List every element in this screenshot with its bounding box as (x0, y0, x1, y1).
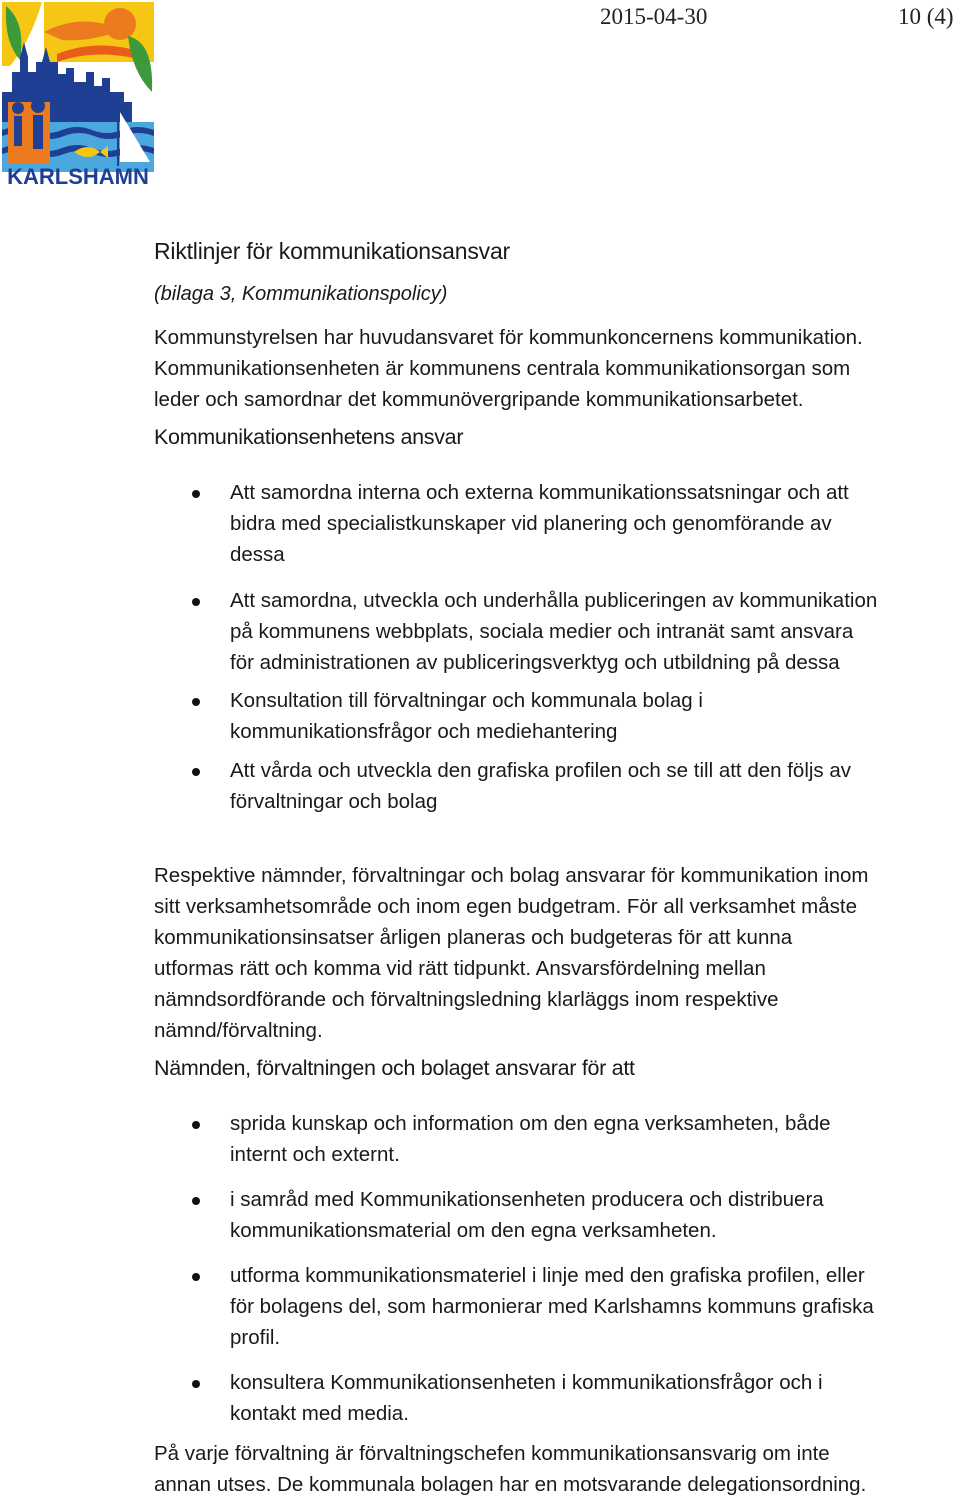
list-item: Att vårda och utveckla den grafiska profilen och se till att den följs av förvaltningar och bolag (154, 755, 960, 817)
list-item: konsultera Kommunikationsenheten i kommunikationsfrågor och i kontakt med media. (154, 1367, 960, 1429)
list-item: Att samordna interna och externa kommunikationssatsningar och att bidra med specialistkunskaper vid planering och genomförande av dessa (154, 477, 960, 570)
list-item: utforma kommunikationsmateriel i linje med den grafiska profilen, eller för bolagens del, som harmonierar med Karlshamns kommuns grafiska profil. (154, 1260, 960, 1353)
responsibility-paragraph: Respektive nämnder, förvaltningar och bolag ansvarar för kommunikation inom sitt verksamhetsområde och inom egen budgetram. För all verksamhet måste kommunikationsinsatser årligen planeras och budgeteras för att kunna utformas rätt och komma vid rätt tidpunkt. Ansvarsfördelning mellan nämndsordförande och förvaltningsledning klarläggs inom respektive nämnd/förvaltning. (154, 864, 869, 1042)
bullet-icon (192, 1273, 200, 1281)
communications-unit-list (154, 477, 960, 817)
section-heading-communications-unit: Kommunikationsenhetens ansvar (154, 425, 464, 449)
list-item: i samråd med Kommunikationsenheten producera och distribuera kommunikationsmaterial om den egna verksamheten. (154, 1184, 960, 1246)
karlshamn-logo (2, 2, 154, 186)
document-date: 2015-04-30 (600, 4, 708, 29)
board-responsibilities-list (154, 1108, 960, 1429)
list-item: Konsultation till förvaltningar och kommunala bolag i kommunikationsfrågor och mediehantering (154, 685, 960, 747)
document-title: Riktlinjer för kommunikationsansvar (154, 238, 511, 264)
document-body (154, 238, 960, 1500)
section-heading-board-responsibilities: Nämnden, förvaltningen och bolaget ansvarar för att (154, 1056, 635, 1080)
document-subtitle: (bilaga 3, Kommunikationspolicy) (154, 283, 448, 305)
bullet-icon (192, 768, 200, 776)
list-item: sprida kunskap och information om den egna verksamheten, både internt och externt. (154, 1108, 960, 1170)
bullet-icon (192, 490, 200, 498)
svg-text:KARLSHAMN: KARLSHAMN (7, 164, 149, 186)
page-number: 10 (4) (898, 4, 954, 29)
closing-paragraph: På varje förvaltning är förvaltningschefen kommunikationsansvarig om inte annan utses. De kommunala bolagen har en motsvarande delegationsordning. (154, 1442, 867, 1496)
intro-paragraph: Kommunstyrelsen har huvudansvaret för kommunkoncernens kommunikation. Kommunikationsenheten är kommunens centrala kommunikationsorgan som leder och samordnar det kommunövergripande kommunikationsarbetet. (154, 326, 863, 411)
bullet-icon (192, 1197, 200, 1205)
bullet-icon (192, 1380, 200, 1388)
list-item: Att samordna, utveckla och underhålla publiceringen av kommunikation på kommunens webbplats, sociala medier och intranät samt ansvara för administrationen av publiceringsverktyg och utbildning på dessa (154, 585, 960, 678)
bullet-icon (192, 598, 200, 606)
bullet-icon (192, 698, 200, 706)
bullet-icon (192, 1121, 200, 1129)
